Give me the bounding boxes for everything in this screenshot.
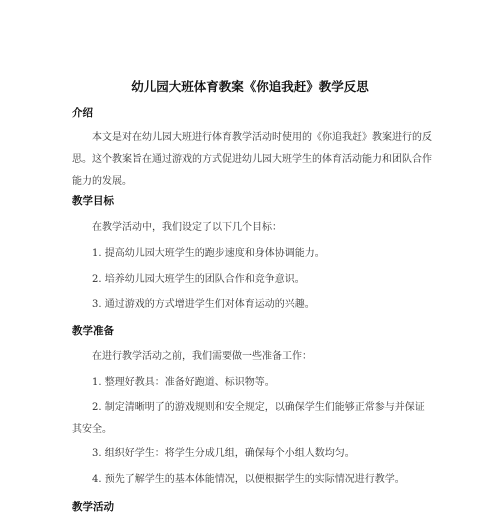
prep-item-2: 2. 制定清晰明了的游戏规则和安全规定，以确保学生们能够正常参与并保证其安全。 bbox=[72, 402, 425, 435]
goals-lead: 在教学活动中，我们设定了以下几个目标： bbox=[92, 222, 282, 233]
goals-item-1: 1. 提高幼儿园大班学生的跑步速度和身体协调能力。 bbox=[92, 248, 325, 259]
document-title: 幼儿园大班体育教案《你追我赶》教学反思 bbox=[131, 79, 369, 94]
section-heading-goals: 教学目标 bbox=[72, 195, 114, 207]
goals-item-2: 2. 培养幼儿园大班学生的团队合作和竞争意识。 bbox=[92, 274, 305, 285]
section-heading-prep: 教学准备 bbox=[72, 325, 114, 337]
goals-item-3: 3. 通过游戏的方式增进学生们对体育运动的兴趣。 bbox=[92, 299, 315, 310]
prep-item-1: 1. 整理好教具：准备好跑道、标识物等。 bbox=[92, 377, 275, 388]
prep-lead: 在进行教学活动之前，我们需要做一些准备工作： bbox=[92, 351, 312, 362]
prep-item-4: 4. 预先了解学生的基本体能情况，以便根据学生的实际情况进行教学。 bbox=[92, 474, 405, 485]
intro-paragraph: 本文是对在幼儿园大班进行体育教学活动时使用的《你追我赶》教案进行的反思。这个教案旨在通过游戏的方式促进幼儿园大班学生的体育活动能力和团队合作能力的发展。 bbox=[72, 132, 432, 187]
section-heading-activity: 教学活动 bbox=[72, 501, 114, 513]
section-heading-intro: 介绍 bbox=[72, 107, 93, 119]
prep-item-3: 3. 组织好学生：将学生分成几组，确保每个小组人数均匀。 bbox=[92, 448, 355, 459]
